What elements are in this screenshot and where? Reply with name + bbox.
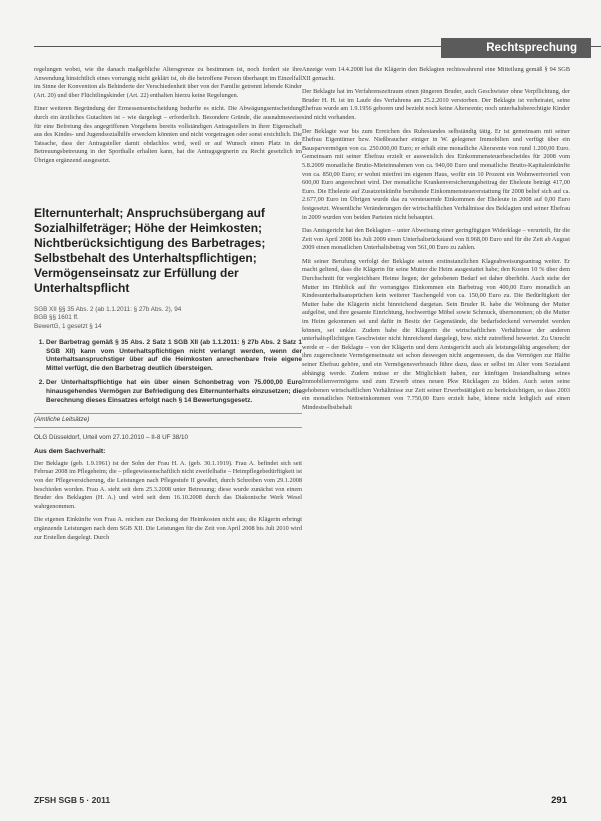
facts-heading: Aus dem Sachverhalt: <box>34 448 106 456</box>
body-paragraph: Der Beklagte war bis zum Erreichen des Ruhestandes selbständig tätig. Er ist gemeinsam mit seiner Ehefrau Eigentümer bzw. Nießbraucher einiger in W. gelegener Immobilien und verfügt über ein Bausparvermögen von ca. 250.000,00 Euro; er erhält eine monatliche Altersrente von rund 1.200,00 Euro. Gemeinsam mit seiner Ehefrau erzielt er ausweislich des Einkommensteuerbescheides für 2008 vom 5.8.2009 monatliche Brutto-Mieteinnahmen von ca. 940,00 Euro und monatliche Brutto-Kapitaleinkünfte von ca. 850,00 Euro; er wohnt mietfrei im eigenen Haus, wofür ein 10 Prozent ein Wohnwertvorteil von 600,00 Euro angerechnet wird. Der monatliche Krankenversicherungsbeitrag der Eheleute beträgt 417,00 Euro. Die Eheleute auf Zusatzeinkünfte beruhende Einkommensteuererstattung für 2008 belief sich auf ca. 2.677,00 Euro im Übrigen wurde das zu versteuernde Einkommen der Eheleute in 2008 auf 0,00 Euro festgesetzt. Wesentliche Veränderungen der wirtschaftlichen Verhältnisse des Beklagten und seiner Ehefrau in 2009 wurden von beiden Parteien nicht behauptet. <box>302 127 570 221</box>
body-paragraph: Das Amtsgericht hat den Beklagten – unter Abweisung einer geringfügigen Widerklage – verurteilt, für die Zeit von April 2008 bis Juli 2009 einen Unterhaltsrückstand von 8.968,00 Euro und für die Zeit ab August 2009 einen monatlichen Unterhaltsbetrag von 561,00 Euro zu zahlen. <box>302 227 570 252</box>
facts-paragraph: Die eigenen Einkünfte von Frau A. reichen zur Deckung der Heimkosten nicht aus; die Klägerin erbringt ergänzende Leistungen nach dem SGB XII. Die Leistungen für die Zeit von April 2008 bis Juli 2010 wird zur Erstellen dargelegt. Durch <box>34 516 302 541</box>
left-column <box>34 66 302 547</box>
intro-paragraph: Einer weiteren Begründung der Ermessensentscheidung bedurfte es nicht. Die Abwägungsentscheidung durch ein ärztliches Gutachten ist – wie dargelegt – erforderlich. Besondere Gründe, die ausnahmsweise für eine Befreiung des angegriffenen Vorgehens bereits vollständigen Antragstellers in ihrer Eigenschaft aus des Kindes- und Jugendsozialhilfe erwecken könnten und nicht vorgetragen oder sonst ersichtlich. Die Tatsache, dass der Antragsteller damit obdachlos wird, weil er auf Wunsch einen Platz in der Betreuungsbetreuung in der Sporthalle erhalten kann, hat die Antragsgegnerin zu Recht gesetzlich im Übrigen ergänzend ausgesetzt. <box>34 105 302 164</box>
guiding-principle: 2. Der Unterhaltspflichtige hat ein über einen Schonbetrag von 75.000,00 Euro hinausgehendes Vermögen zur Befriedigung des Elternunterhalts einzusetzen; die Berechnung dieses Einsatzes erfolgt nach § 14 Bewertungsgesetz. <box>46 379 302 405</box>
norm-reference: SGB XII §§ 35 Abs. 2 (ab 1.1.2011: § 27b Abs. 2), 94 <box>34 305 182 313</box>
body-paragraph: Der Beklagte hat im Verfahrenszeitraum einen jüngeren Bruder, auch Geschwister ohne Verpflichtung, der Bruder H. H. ist im Laufe des Verfahrens am 25.2.2010 verstorben. Der Beklagte ist verheiratet, seine Ehefrau wurde am 1.9.1956 geboren und bezieht noch keine Altersrente; noch unterhaltsberechtigte Kinder sind nicht vorhanden. <box>302 88 570 121</box>
norms-list <box>34 306 302 332</box>
guiding-principles <box>34 339 302 405</box>
page-footer <box>34 795 567 809</box>
court-reference: OLG Düsseldorf, Urteil vom 27.10.2010 – II-8 UF 38/10 <box>34 433 188 441</box>
intro-paragraph: regelungen wobei, wie die danach maßgebliche Altersgrenze zu bestimmen ist, noch fordert sie ihre Anwendung hinsichtlich eines vorrangig nicht geklärt ist, ob die betroffene Person überhaupt im Einzelfall im Sinne der Konvention als Behinderte der Verschiedenheit über von der Familie getrennt lebende Kinder (Art. 20) und über Flüchtlingskinder (Art. 22) enthalten hierzu keine Regelungen. <box>34 66 302 99</box>
citation-note: (Amtliche Leitsätze) <box>34 413 302 428</box>
section-label: Rechtsprechung <box>441 38 591 58</box>
guiding-principle: 1. Der Barbetrag gemäß § 35 Abs. 2 Satz 1 SGB XII (ab 1.1.2011: § 27b Abs. 2 Satz 1 SGB XII) kann vom Unterhaltspflichtigen nicht verlangt werden, wenn der Unterhaltsanspruchstiger über auf die Heimkosten anrechenbare freie eigene Mittel verfügt, die den Barbetrag deutlich übersteigen. <box>46 339 302 373</box>
norm-reference: BewertG, 1 gesetzt § 14 <box>34 322 102 330</box>
journal-name: ZFSH SGB 5 · 2011 <box>34 795 111 805</box>
facts-paragraph: Der Beklagte (geb. 1.9.1961) ist der Sohn der Frau H. A. (geb. 30.1.1919). Frau A. befindet sich seit Februar 2008 im Pflegeheim; die – pflegewissenschaftlich nicht zweifelhafte – Heimpflegebedürftigkeit ist von der Pflegeversicherung, die Leistungen nach Pflegestufe II gewährt, durch Schreiben vom 29.1.2008 beschieden worden. Frau A. steht seit dem 25.3.2008 unter Betreuung; diese wurde zunächst von einem Bruder des Beklagten (H. A.) und wird seit dem 16.10.2008 durch das Diakonische Werk Wesel wahrgenommen. <box>34 459 302 510</box>
body-paragraph: Anzeige vom 14.4.2008 hat die Klägerin den Beklagten rechtswahrend eine Mitteilung gemäß § 94 SGB XII gemacht. <box>302 66 570 82</box>
right-column <box>302 66 570 418</box>
decision-title: Elternunterhalt; Anspruchsübergang auf Sozialhilfeträger; Höhe der Heimkosten; Nichtberücksichtigung des Barbetrages; Selbstbehalt des Unterhaltspflichtigen; Vermögenseinsatz zur Erfüllung der Unterhaltspflicht <box>34 205 266 295</box>
page-number: 291 <box>551 795 567 806</box>
norm-reference: BGB §§ 1601 ff. <box>34 314 79 322</box>
body-paragraph: Mit seiner Berufung verfolgt der Beklagte seinen erstinstanzlichen Klageabweisungsantrag weiter. Er macht geltend, dass die Klägerin für seine Mutter die Heim ausgestattet habe; den Kosten 10 % über dem Durchschnitt für vergleichbare Heime liegen; der gehobenen Bedarf sei daher überhöht. Auch stehe der Mutter im Hinblick auf ihr vorrangiges Einkommen ein Barbetrag von 400,00 Euro monatlich an Kindesunterhaltsansprüchen kein weiterer Taschengeld von ca. 150,00 Euro zu. Die Bedürftigkeit der Mutter habe die Klägerin nicht hinreichend dargetan. Sein Bruder R. habe die Wohnung der Mutter aufgelöst, und ihre gesamte Einrichtung, hochwertige Möbel sowie Schmuck, übernommen; ob die Mutter im Heim gekommen sei und dafür in Besitz der Gegenstände, die bedarfsdeckend verwendet werden können, sei unklar. Zudem habe die Klägerin die wirtschaftlichen Verhältnisse der anderen unterhaltspflichtigen Geschwister nicht hinreichend dargelegt, bzw. nicht zutreffend bewertet. Zu Unrecht werde er – der Beklagte – von der Klägerin und dem Amtsgericht auch als leistungsfähig angesehen; der ihm zugerechnete Vermögenseinsatz sei schon deswegen nicht angemessen, da das Vermögen zur Hälfte seiner Ehefrau gehöre, und ein Vermögensverbrauch führe dazu, dass er selbst im Alter vom Sozialamt abhängig werde. Zudem müsse er die Möglichkeit haben, zur künftigen Instandhaltung seines Immobilienvermögens und zum Erwerb eines neuen Pkw Rücklagen zu bilden. Auch seien seine gehobenen wirtschaftlichen Verhältnisse zur Zeit seiner Erwerbstätigkeit zu berücksichtigen, so dass 2003 ein monatliches Nettoeinkommen von 7.750,00 Euro erzielt habe, könne nicht lediglich auf einen Mindestselbstbehalt <box>302 257 570 411</box>
